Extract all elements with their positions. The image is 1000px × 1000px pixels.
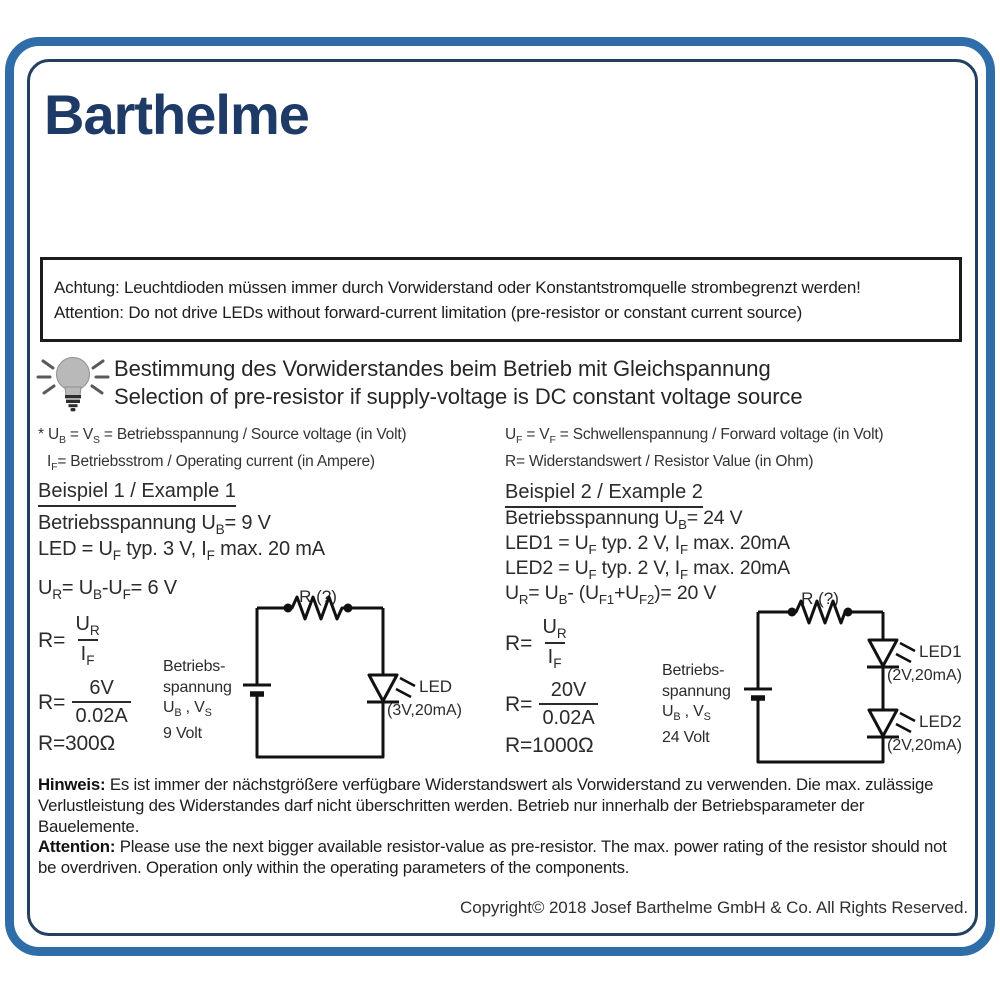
note-de-label: Hinweis:	[38, 775, 106, 794]
section-title	[114, 355, 802, 411]
formula-lhs: R=	[38, 628, 66, 652]
battery-label-line: $U_B$ , $V_S$	[163, 699, 212, 720]
copyright-line: Copyright© 2018 Josef Barthelme GmbH & Co. All Rights Reserved.	[460, 898, 968, 917]
title-line-de: Bestimmung des Vorwiderstandes beim Betrieb mit Gleichspannung	[114, 356, 771, 381]
led2-rating-label: (2V,20mA)	[887, 737, 962, 754]
led-symbol	[869, 640, 897, 666]
fraction-denominator: $I_F$	[545, 642, 565, 671]
led2-name-label: LED2	[919, 712, 962, 731]
led-light-rays-icon	[396, 678, 415, 697]
fraction-numerator: $U_R$	[542, 616, 567, 641]
definitions-right	[505, 424, 883, 472]
definitions-left	[38, 424, 406, 478]
notes-section	[38, 775, 964, 879]
battery-label-line: $U_B$ , $V_S$	[662, 703, 711, 724]
definition-r: R= Widerstandswert / Resistor Value (in Ohm)	[505, 453, 814, 471]
definition-uf: $U_F = V_F$ = Schwellenspannung / Forward voltage (in Volt)	[505, 426, 884, 447]
warning-box	[40, 257, 962, 342]
warning-line-de: Achtung: Leuchtdioden müssen immer durch Vorwiderstand oder Konstantstromquelle strombegrenzt werden!	[54, 277, 861, 297]
led-name-label: LED	[419, 677, 453, 696]
example2-led1-spec: $LED1 = U_F$ typ. 2 V, $I_F$ max. 20mA	[505, 532, 790, 557]
example2-led2-spec: $LED2 = U_F$ typ. 2 V, $I_F$ max. 20mA	[505, 557, 790, 582]
wire	[758, 700, 883, 762]
example1-ur-equation: $U_R= U_B-U_F= 6$ V	[38, 577, 177, 602]
fraction-numerator: 20V	[550, 679, 587, 701]
example2-battery-label	[662, 661, 731, 748]
battery-label-line: spannung	[662, 682, 731, 700]
example2-result: R=1000Ω	[505, 734, 594, 757]
note-de-text: Es ist immer der nächstgrößere verfügbare Widerstandswert als Vorwiderstand zu verwenden. Die max. zulässige Verlustleistung des Widerstandes darf nicht überschritten werden. Betrieb nur innerhalb der Betriebsparameter der Bauelemente.	[38, 775, 934, 836]
lightbulb-icon	[36, 350, 110, 416]
battery-label-line: Betriebs-	[662, 662, 725, 679]
led1-rating-label: (2V,20mA)	[887, 667, 962, 684]
battery-label-line: 24 Volt	[662, 728, 710, 746]
formula-lhs: R=	[505, 692, 533, 716]
battery-label-line: Betriebs-	[163, 658, 226, 675]
connection-dot	[788, 608, 797, 617]
led1-name-label: LED1	[919, 642, 962, 661]
example1-supply: Betriebsspannung $U_B= 9$ V	[38, 512, 271, 537]
example1-formula-symbolic	[38, 613, 103, 668]
brand-logo: Barthelme	[44, 83, 309, 146]
fraction-denominator: 0.02A	[72, 701, 130, 728]
title-line-en: Selection of pre-resistor if supply-voltage is DC constant voltage source	[114, 384, 803, 409]
fraction-denominator: $I_F$	[78, 639, 98, 668]
led-rating-label: (3V,20mA)	[387, 702, 462, 719]
battery-label-line: 9 Volt	[163, 724, 202, 742]
circuit-diagram-example2	[742, 582, 987, 777]
example1-battery-label	[163, 657, 232, 744]
fraction-numerator: 6V	[89, 677, 114, 699]
example1-result: R=300Ω	[38, 732, 115, 755]
fraction	[72, 677, 130, 728]
fraction-numerator: $U_R$	[75, 613, 100, 638]
battery-label-line: spannung	[163, 678, 232, 696]
led-symbol	[369, 675, 397, 701]
fraction	[72, 613, 102, 668]
example2-formula-values	[505, 679, 598, 730]
led-light-rays-icon	[896, 643, 915, 662]
resistor-label: R (?)	[801, 589, 839, 608]
formula-lhs: R=	[505, 631, 533, 655]
definition-ub: * $U_B = V_S$ = Betriebsspannung / Source voltage (in Volt)	[38, 426, 407, 447]
note-en-text: Please use the next bigger available resistor-value as pre-resistor. The max. power rating of the resistor should not be overdriven. Operation only within the operating parameters of the components.	[38, 837, 947, 878]
example2-supply: Betriebsspannung $U_B= 24$ V	[505, 507, 743, 532]
led-light-rays-icon	[896, 713, 915, 732]
connection-dot	[344, 604, 353, 613]
example1-formula-values	[38, 677, 131, 728]
example2-ur-equation: $U_R= U_B-$ $(U_{F1}+U_{F2})= 20$ V	[505, 582, 717, 607]
resistor-label: R (?)	[299, 587, 337, 606]
connection-dot	[844, 608, 853, 617]
definition-if: $I_F=$ Betriebsstrom / Operating current (in Ampere)	[47, 453, 375, 474]
example2-formula-symbolic	[505, 616, 570, 671]
circuit-diagram-example1	[242, 582, 475, 772]
fraction-denominator: 0.02A	[539, 703, 597, 730]
led-symbol	[869, 710, 897, 736]
fraction	[539, 679, 597, 730]
warning-line-en: Attention: Do not drive LEDs without forward-current limitation (pre-resistor or constant current source)	[54, 302, 803, 322]
example1-heading: Beispiel 1 / Example 1	[38, 480, 236, 507]
note-en-label: Attention:	[38, 837, 116, 857]
example2-heading: Beispiel 2 / Example 2	[505, 481, 703, 508]
connection-dot	[284, 604, 293, 613]
fraction	[539, 616, 569, 671]
example1-led-spec: LED = $U_F$ typ. 3 V, $I_F$ max. 20 mA	[38, 538, 325, 563]
wire	[257, 695, 383, 757]
formula-lhs: R=	[38, 690, 66, 714]
